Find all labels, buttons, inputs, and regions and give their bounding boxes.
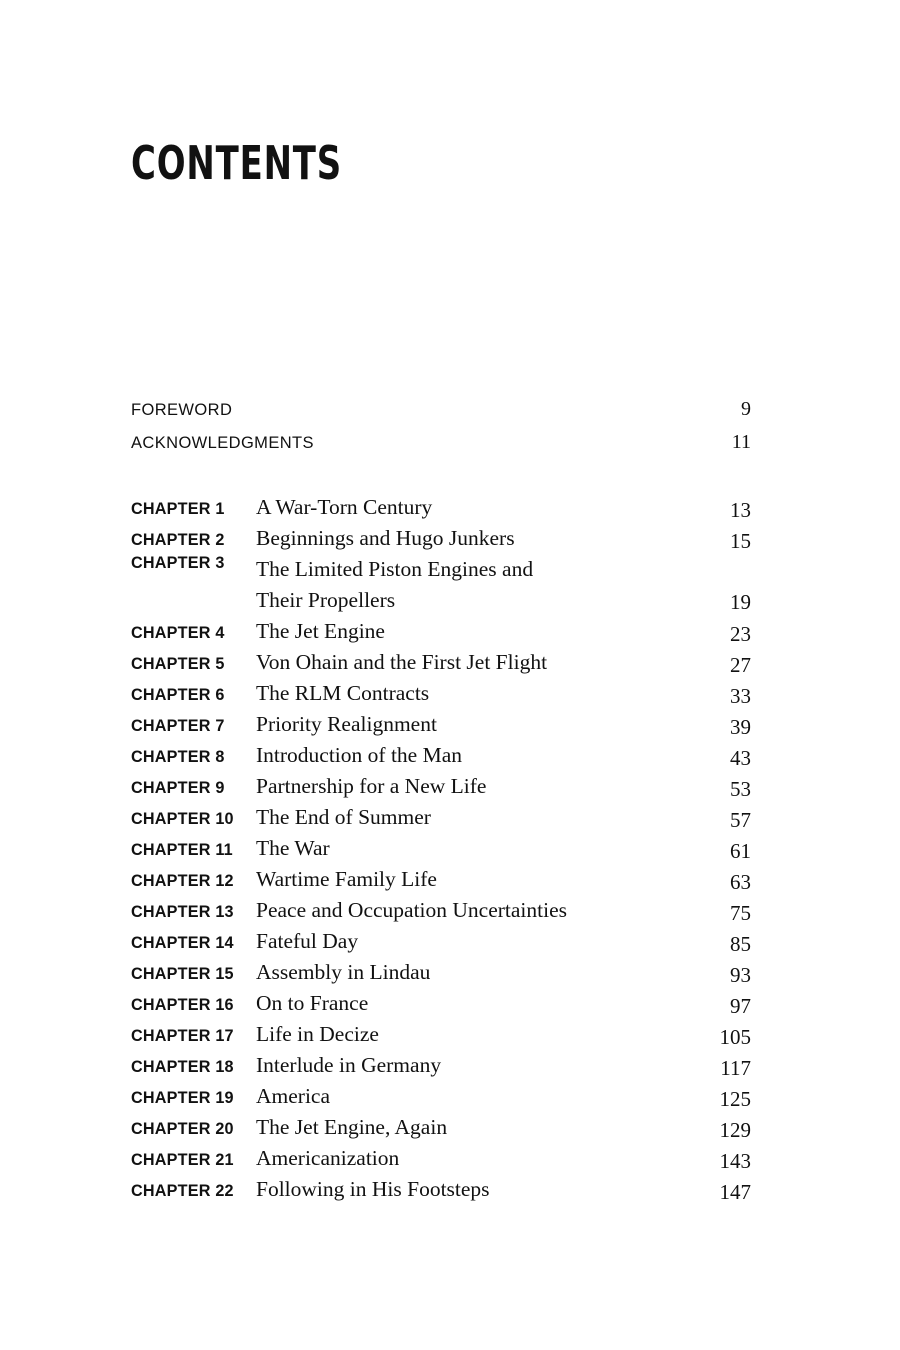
- chapter-label: CHAPTER 4: [131, 624, 225, 642]
- chapter-title-line1: The Limited Piston Engines and: [256, 557, 534, 581]
- chapter-label: CHAPTER 14: [131, 934, 234, 952]
- list-item[interactable]: [131, 616, 751, 647]
- chapter-label: CHAPTER 9: [131, 779, 225, 797]
- chapter-label: CHAPTER 22: [131, 1182, 234, 1200]
- list-item[interactable]: [131, 957, 751, 988]
- chapter-label: CHAPTER 15: [131, 965, 234, 983]
- list-item[interactable]: [131, 1143, 751, 1174]
- page-number: 105: [719, 1025, 751, 1049]
- chapter-label: CHAPTER 16: [131, 996, 234, 1014]
- page-number: 33: [730, 684, 751, 708]
- chapter-title: Fateful Day: [256, 929, 359, 953]
- page-number: 93: [730, 963, 751, 987]
- chapter-title: The Jet Engine, Again: [256, 1115, 448, 1139]
- list-item[interactable]: [131, 895, 751, 926]
- list-item[interactable]: [131, 1019, 751, 1050]
- page-number: 27: [730, 653, 751, 677]
- chapter-label: CHAPTER 12: [131, 872, 234, 890]
- page-number: 57: [730, 808, 751, 832]
- list-item[interactable]: [131, 431, 751, 464]
- list-item[interactable]: [131, 678, 751, 709]
- chapter-label: CHAPTER 19: [131, 1089, 234, 1107]
- list-item[interactable]: [131, 740, 751, 771]
- chapter-label: CHAPTER 6: [131, 686, 225, 704]
- chapter-title: Assembly in Lindau: [256, 960, 431, 984]
- chapter-list: [131, 492, 751, 1205]
- list-item[interactable]: [131, 1081, 751, 1112]
- chapter-title: Interlude in Germany: [256, 1053, 442, 1077]
- front-matter-label: FOREWORD: [131, 401, 233, 419]
- chapter-label: CHAPTER 5: [131, 655, 225, 673]
- chapter-label: CHAPTER 13: [131, 903, 234, 921]
- page-number: 125: [719, 1087, 751, 1111]
- chapter-label: CHAPTER 2: [131, 531, 225, 549]
- list-item[interactable]: [131, 709, 751, 740]
- chapter-title: The RLM Contracts: [256, 681, 430, 705]
- chapter-title: America: [256, 1084, 331, 1108]
- page-number: 75: [730, 901, 751, 925]
- page-number: 39: [730, 715, 751, 739]
- chapter-label: CHAPTER 21: [131, 1151, 234, 1169]
- page-number: 9: [741, 398, 751, 420]
- chapter-label: CHAPTER 8: [131, 748, 225, 766]
- chapter-title: On to France: [256, 991, 369, 1015]
- front-matter-label: ACKNOWLEDGMENTS: [131, 434, 314, 452]
- chapter-title: Wartime Family Life: [256, 867, 437, 891]
- chapter-title-line2: Their Propellers: [256, 587, 396, 612]
- page-number: 61: [730, 839, 751, 863]
- page-number: 143: [719, 1149, 751, 1173]
- page-number: 23: [730, 622, 751, 646]
- chapter-title: Following in His Footsteps: [256, 1177, 490, 1201]
- list-item[interactable]: [131, 988, 751, 1019]
- page-number: 15: [730, 529, 751, 553]
- list-item[interactable]: [131, 1174, 751, 1205]
- chapter-label: CHAPTER 20: [131, 1120, 234, 1138]
- page-number: 97: [730, 994, 751, 1018]
- chapter-title: The Jet Engine: [256, 619, 385, 643]
- page-number: 85: [730, 932, 751, 956]
- chapter-title: Life in Decize: [256, 1022, 379, 1046]
- chapter-title: [256, 554, 699, 615]
- chapter-label: CHAPTER 11: [131, 841, 233, 859]
- list-item[interactable]: [131, 492, 751, 523]
- chapter-label: CHAPTER 17: [131, 1027, 234, 1045]
- chapter-title: Introduction of the Man: [256, 743, 462, 767]
- chapter-title: Partnership for a New Life: [256, 774, 487, 798]
- list-item[interactable]: [131, 647, 751, 678]
- chapter-title: The War: [256, 836, 330, 860]
- list-item[interactable]: [131, 523, 751, 554]
- page-number: 147: [719, 1180, 751, 1204]
- chapter-label: CHAPTER 7: [131, 717, 225, 735]
- page-number: 43: [730, 746, 751, 770]
- list-item[interactable]: [131, 864, 751, 895]
- chapter-title: Beginnings and Hugo Junkers: [256, 526, 515, 550]
- chapter-label: CHAPTER 1: [131, 500, 225, 518]
- list-item[interactable]: [131, 926, 751, 957]
- page-number: 53: [730, 777, 751, 801]
- list-item[interactable]: [131, 833, 751, 864]
- chapter-title: Peace and Occupation Uncertainties: [256, 898, 568, 922]
- page-number: 13: [730, 498, 751, 522]
- chapter-label: CHAPTER 10: [131, 810, 234, 828]
- front-matter-list: [131, 398, 751, 464]
- chapter-title: A War-Torn Century: [256, 495, 433, 519]
- list-item[interactable]: [131, 1050, 751, 1081]
- page-number: 129: [719, 1118, 751, 1142]
- page-number: 117: [720, 1056, 751, 1080]
- list-item[interactable]: [131, 554, 751, 616]
- chapter-title: Priority Realignment: [256, 712, 437, 736]
- chapter-label: CHAPTER 3: [131, 554, 225, 572]
- chapter-label: CHAPTER 18: [131, 1058, 234, 1076]
- chapter-title: Americanization: [256, 1146, 400, 1170]
- page-number: 19: [730, 590, 751, 614]
- list-item[interactable]: [131, 1112, 751, 1143]
- list-item[interactable]: [131, 398, 751, 431]
- page-title: CONTENTS: [131, 136, 343, 190]
- page-number: 11: [731, 431, 751, 453]
- list-item[interactable]: [131, 802, 751, 833]
- chapter-title: Von Ohain and the First Jet Flight: [256, 650, 548, 674]
- list-item[interactable]: [131, 771, 751, 802]
- page-number: 63: [730, 870, 751, 894]
- table-of-contents: [131, 398, 751, 1205]
- chapter-title: The End of Summer: [256, 805, 431, 829]
